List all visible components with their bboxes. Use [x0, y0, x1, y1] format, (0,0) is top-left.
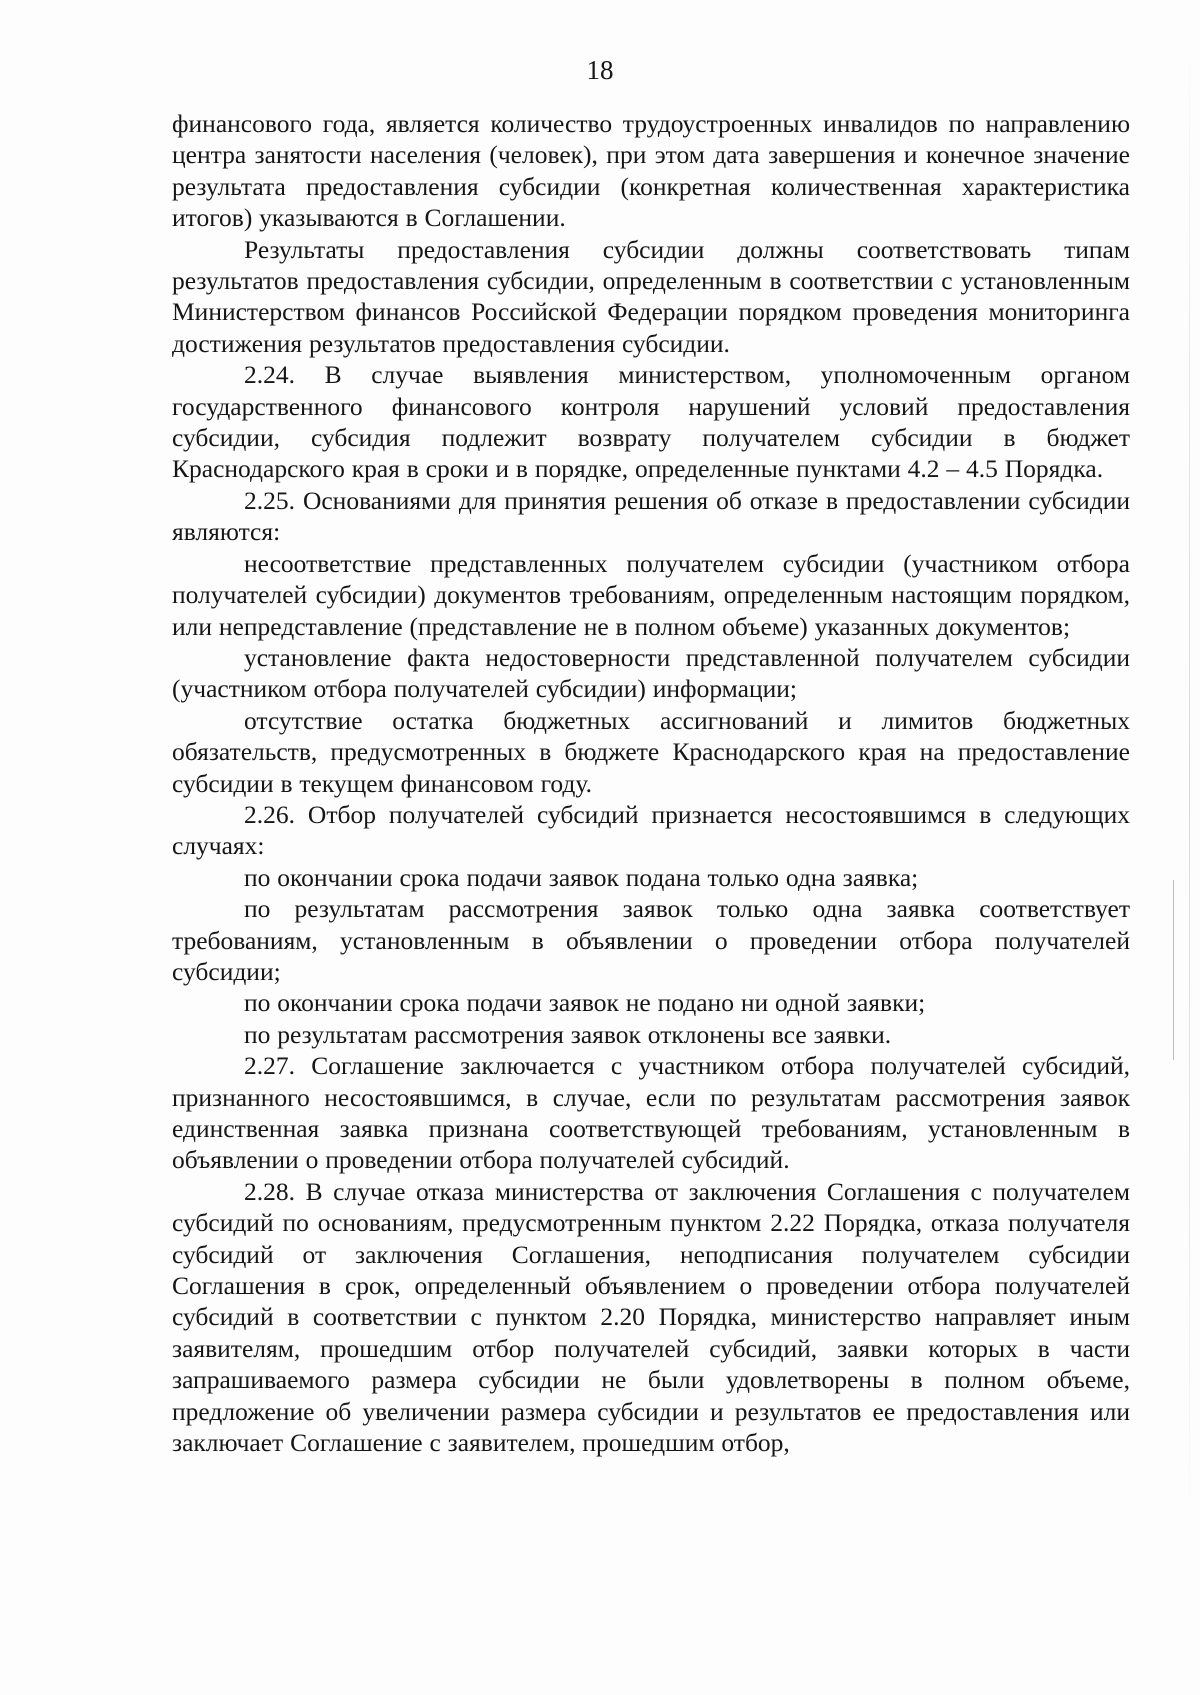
- paragraph-2-28: 2.28. В случае отказа министерства от заключения Соглашения с получателем субсидий по основаниям, предусмотренным пунктом 2.22 Порядка, отказа получателя субсидий от заключения Соглашения, неподписания получателем субсидии Соглашения в срок, определенный объявлением о проведении отбора получателей субсидий в соответствии с пунктом 2.20 Порядка, министерство направляет иным заявителям, прошедшим отбор получателей субсидий, заявки которых в части запрашиваемого размера субсидии не были удовлетворены в полном объеме, предложение об увеличении размера субсидии и результатов ее предоставления или заключает Соглашение с заявителем, прошедшим отбор,: [172, 1176, 1130, 1458]
- paragraph-2-26: 2.26. Отбор получателей субсидий признается несостоявшимся в следующих случаях:: [172, 799, 1130, 861]
- paragraph-2-26-item-1: по окончании срока подачи заявок подана только одна заявка;: [244, 862, 919, 892]
- paragraph-2-26-item-4: по результатам рассмотрения заявок отклонены все заявки.: [244, 1019, 892, 1049]
- paragraph-2-25: 2.25. Основаниями для принятия решения об отказе в предоставлении субсидии являются:: [172, 485, 1130, 547]
- paragraph-2-26-item-3: по окончании срока подачи заявок не подано ни одной заявки;: [244, 988, 926, 1018]
- page-number: 18: [586, 55, 614, 85]
- scan-edge-mark: [1173, 880, 1174, 1060]
- paragraph-2-27: 2.27. Соглашение заключается с участником отбора получателей субсидий, признанного несостоявшимся, в случае, если по результатам рассмотрения заявок единственная заявка признана соответствующей требованиям, установленным в объявлении о проведении отбора получателей субсидий.: [172, 1051, 1130, 1175]
- paragraph-2-26-item-2: по результатам рассмотрения заявок только одна заявка соответствует требованиям, установленным в объявлении о проведении отбора получателей субсидии;: [172, 894, 1130, 986]
- paragraph-continuation: финансового года, является количество трудоустроенных инвалидов по направлению центра занятости населения (человек), при этом дата завершения и конечное значение результата предоставления субсидии (конкретная количественная характеристика итогов) указываются в Соглашении.: [172, 109, 1130, 233]
- paragraph-results-types: Результаты предоставления субсидии должны соответствовать типам результатов предоставления субсидии, определенным в соответствии с установленным Министерством финансов Российской Федерации порядком проведения мониторинга достижения результатов предоставления субсидии.: [172, 234, 1130, 358]
- paragraph-2-24: 2.24. В случае выявления министерством, уполномоченным органом государственного финансового контроля нарушений условий предоставления субсидии, субсидия подлежит возврату получателем субсидии в бюджет Краснодарского края в сроки и в порядке, определенные пунктами 4.2 – 4.5 Порядка.: [172, 360, 1130, 484]
- document-body: [172, 108, 1130, 1458]
- paragraph-2-25-item-2: установление факта недостоверности представленной получателем субсидии (участником отбора получателей субсидии) информации;: [172, 642, 1130, 704]
- scan-edge-line: [1189, 30, 1190, 1530]
- paragraph-2-25-item-1: несоответствие представленных получателем субсидии (участником отбора получателей субсидии) документов требованиям, определенным настоящим порядком, или непредставление (представление не в полном объеме) указанных документов;: [172, 548, 1130, 641]
- paragraph-2-25-item-3: отсутствие остатка бюджетных ассигнований и лимитов бюджетных обязательств, предусмотренных в бюджете Краснодарского края на предоставление субсидии в текущем финансовом году.: [172, 705, 1130, 798]
